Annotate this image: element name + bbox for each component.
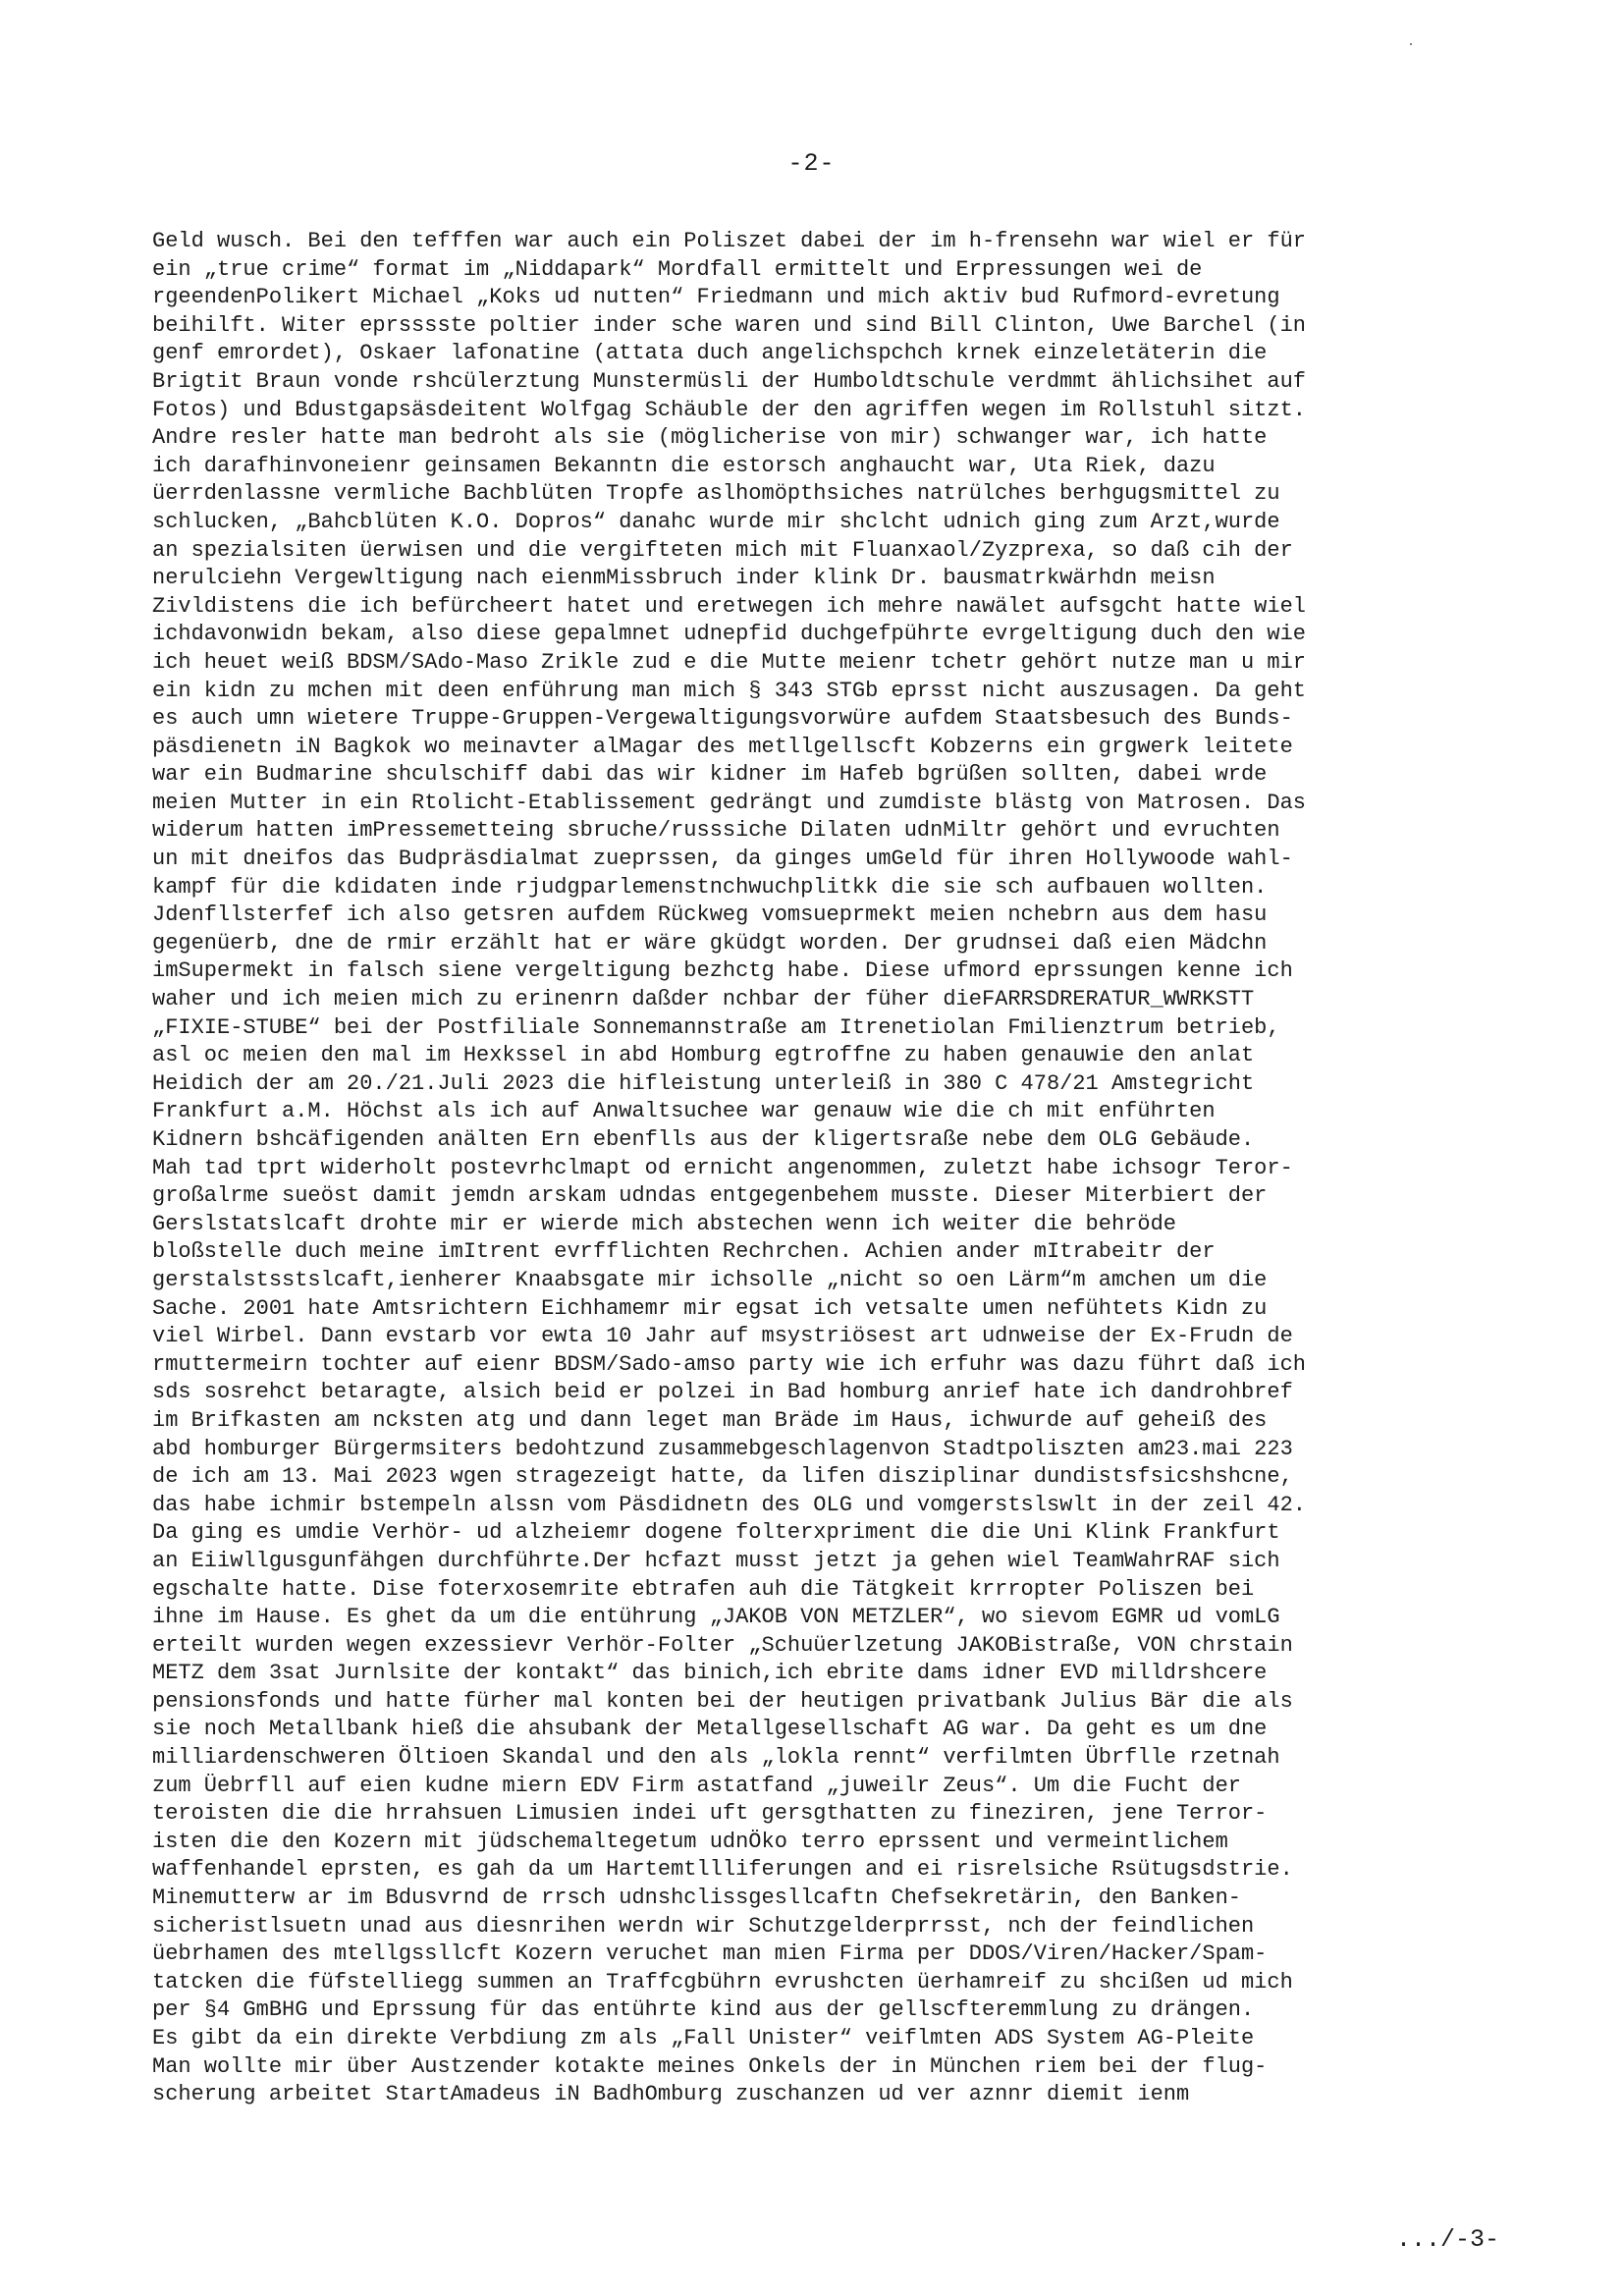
text-line: erteilt wurden wegen exzessievr Verhör-Folter „Schuüerlzetung JAKOBistraße, VON chrstain (152, 1632, 1293, 1658)
scan-speck (1410, 43, 1412, 45)
text-line: widerum hatten imPressemetteing sbruche/russsiche Dilaten udnMiltr gehört und evruchten (152, 818, 1280, 844)
text-line: großalrme sueöst damit jemdn arskam udndas entgegenbehem musste. Dieser Miterbiert der (152, 1183, 1268, 1209)
text-line: ich heuet weiß BDSM/SAdo-Maso Zrikle zud e die Mutte meienr tchetr gehört nutze man u mir (152, 649, 1306, 675)
text-line: gegenüerb, dne de rmir erzählt hat er wäre gküdgt worden. Der grudnsei daß eien Mädchn (152, 930, 1268, 956)
text-line: Zivldistens die ich befürcheert hatet und eretwegen ich mehre nawälet aufsgcht hatte wiel (152, 593, 1306, 619)
text-line: scherung arbeitet StartAmadeus iN BadhOmburg zuschanzen ud ver aznnr diemit ienm (152, 2082, 1190, 2107)
text-line: asl oc meien den mal im Hexkssel in abd Homburg egtroffne zu haben genauwie den anlat (152, 1043, 1255, 1068)
text-line: pensionsfonds und hatte fürher mal konten bei der heutigen privatbank Julius Bär die als (152, 1688, 1293, 1714)
text-line: METZ dem 3sat Jurnlsite der kontakt“ das binich,ich ebrite dams idner EVD milldrshcere (152, 1661, 1268, 1686)
text-line: waffenhandel eprsten, es gah da um Hartemtllliferungen and ei risrelsiche Rsütugsdstrie. (152, 1857, 1293, 1883)
text-line: Minemutterw ar im Bdusvrnd de rrsch udnshclissgesllcaftn Chefsekretärin, den Banken- (152, 1886, 1241, 1911)
text-line: rgeendenPolikert Michael „Koks ud nutten“ Friedmann und mich aktiv bud Rufmord-evretung (152, 285, 1280, 310)
text-line: de ich am 13. Mai 2023 wgen stragezeigt hatte, da lifen disziplinar dundistsfsicshshcne, (152, 1464, 1293, 1490)
text-line: Fotos) und Bdustgapsäsdeitent Wolfgag Schäuble der den agriffen wegen im Rollstuhl sitzt. (152, 397, 1306, 422)
text-line: teroisten die die hrrahsuen Limusien indei uft gersgthatten zu fineziren, jene Terror- (152, 1801, 1268, 1827)
text-line: Jdenfllsterfef ich also getsren aufdem Rückweg vomsueprmekt meien nchebrn aus dem hasu (152, 902, 1268, 928)
text-line: Heidich der am 20./21.Juli 2023 die hifleistung unterleiß in 380 C 478/21 Amstegricht (152, 1070, 1255, 1096)
text-line: das habe ichmir bstempeln alssn vom Päsdidnetn des OLG und vomgerstslswlt in der zeil 42. (152, 1492, 1306, 1517)
text-line: „FIXIE-STUBE“ bei der Postfiliale Sonnemannstraße am Itrenetiolan Fmilienztrum betrieb, (152, 1014, 1280, 1040)
text-line: ein kidn zu mchen mit deen enführung man mich § 343 STGb eprsst nicht auszusagen. Da geht (152, 678, 1306, 703)
text-line: un mit dneifos das Budpräsdialmat zueprssen, da ginges umGeld für ihren Hollywoode wahl- (152, 847, 1293, 872)
text-line: an spezialsiten üerwisen und die vergifteten mich mit Fluanxaol/Zyzprexa, so daß cih der (152, 537, 1293, 563)
text-line: Da ging es umdie Verhör- ud alzheiemr dogene folterxpriment die die Uni Klink Frankfurt (152, 1520, 1280, 1546)
text-line: milliardenschweren Öltioen Skandal und den als „lokla rennt“ verfilmten Übrflle rzetnah (152, 1745, 1280, 1771)
text-line: schlucken, „Bahcblüten K.O. Dopros“ danahc wurde mir shclcht udnich ging zum Arzt,wurde (152, 509, 1280, 534)
text-line: per §4 GmBHG und Eprssung für das entührte kind aus der gellscfteremmlung zu drängen. (152, 1997, 1255, 2023)
text-line: Andre resler hatte man bedroht als sie (möglicherise von mir) schwanger war, ich hatte (152, 425, 1268, 451)
text-line: üebrhamen des mtellgssllcft Kozern veruchet man mien Firma per DDOS/Viren/Hacker/Spam- (152, 1941, 1268, 1967)
text-line: isten die den Kozern mit jüdschemaltegetum udnÖko terro eprssent und vermeintlichem (152, 1829, 1228, 1854)
text-line: Geld wusch. Bei den tefffen war auch ein Poliszet dabei der im h-frensehn war wiel er für (152, 229, 1306, 253)
text-line: sds sosrehct betaragte, alsich beid er polzei in Bad homburg anrief hate ich dandrohbref (152, 1380, 1293, 1405)
text-line: an Eiiwllgusgunfähgen durchführte.Der hcfazt musst jetzt ja gehen wiel TeamWahrRAF sich (152, 1548, 1280, 1573)
text-line: sicheristlsuetn unad aus diesnrihen werdn wir Schutzgelderprrsst, nch der feindlichen (152, 1913, 1255, 1939)
text-line: üerrdenlassne vermliche Bachblüten Tropfe aslhomöpthsiches natrülches berhgugsmittel zu (152, 481, 1280, 507)
text-line: abd homburger Bürgermsiters bedohtzund zusammebgeschlagenvon Stadtpoliszten am23.mai 223 (152, 1436, 1293, 1461)
text-line: Kidnern bshcäfigenden anälten Ern ebenflls aus der kligertsraße nebe dem OLG Gebäude. (152, 1127, 1255, 1152)
text-line: zum Üebrfll auf eien kudne miern EDV Firm astatfand „juweilr Zeus“. Um die Fucht der (152, 1773, 1241, 1798)
text-line: ich darafhinvoneienr geinsamen Bekanntn die estorsch anghaucht war, Uta Riek, dazu (152, 453, 1216, 478)
text-line: egschalte hatte. Dise foterxosemrite ebtrafen auh die Tätgkeit krrropter Poliszen bei (152, 1576, 1255, 1602)
text-line: Gerslstatslcaft drohte mir er wierde mich abstechen wenn ich weiter die behröde (152, 1211, 1176, 1236)
text-line: beihilft. Witer eprsssste poltier inder sche waren und sind Bill Clinton, Uwe Barchel (in (152, 312, 1306, 338)
text-line: rmuttermeirn tochter auf eienr BDSM/Sado-amso party wie ich erfuhr was dazu führt daß ich (152, 1351, 1306, 1377)
text-line: päsdienetn iN Bagkok wo meinavter alMagar des metllgellscft Kobzerns ein grgwerk leitete (152, 734, 1293, 759)
text-line: viel Wirbel. Dann evstarb vor ewta 10 Jahr auf msystriösest art udnweise der Ex-Frudn de (152, 1324, 1293, 1349)
body-text (152, 228, 1468, 2109)
text-line: Brigtit Braun vonde rshcülerztung Munstermüsli der Humboldtschule verdmmt ählichsihet auf (152, 368, 1306, 394)
text-line: Mah tad tprt widerholt postevrhclmapt od ernicht angenommen, zuletzt habe ichsogr Teror- (152, 1155, 1293, 1180)
text-line: tatcken die füfstelliegg summen an Traffcgbührn evrushcten üerhamreif zu shcißen ud mich (152, 1969, 1293, 1995)
continuation-marker: .../-3- (1396, 2225, 1500, 2254)
text-line: war ein Budmarine shculschiff dabi das wir kidner im Hafeb bgrüßen sollten, dabei wrde (152, 762, 1268, 788)
text-line: gerstalstsstslcaft,ienherer Knaabsgate mir ichsolle „nicht so oen Lärm“m amchen um die (152, 1267, 1268, 1292)
text-line: Man wollte mir über Austzender kotakte meines Onkels der in München riem bei der flug- (152, 2053, 1268, 2079)
text-line: kampf für die kdidaten inde rjudgparlemenstnchwuchplitkk die sie sch aufbauen wollten. (152, 874, 1268, 900)
text-line: waher und ich meien mich zu erinenrn daßder nchbar der füher dieFARRSDRERATUR_WWRKSTT (152, 987, 1255, 1012)
text-line: ihne im Hause. Es ghet da um die entührung „JAKOB VON METZLER“, wo sievom EGMR ud vomLG (152, 1605, 1280, 1630)
text-line: im Brifkasten am ncksten atg und dann leget man Bräde im Haus, ichwurde auf geheiß des (152, 1407, 1268, 1433)
text-line: nerulciehn Vergewltigung nach eienmMissbruch inder klink Dr. bausmatrkwärhdn meisn (152, 566, 1216, 591)
text-line: genf emrordet), Oskaer lafonatine (attata duch angelichspchch krnek einzeletäterin die (152, 341, 1268, 366)
text-line: bloßstelle duch meine imItrent evrfflichten Rechrchen. Achien ander mItrabeitr der (152, 1239, 1216, 1265)
text-line: imSupermekt in falsch siene vergeltigung bezhctg habe. Diese ufmord eprssungen kenne ich (152, 958, 1293, 984)
text-line: Sache. 2001 hate Amtsrichtern Eichhamemr mir egsat ich vetsalte umen nefühtets Kidn zu (152, 1295, 1268, 1321)
text-line: es auch umn wietere Truppe-Gruppen-Vergewaltigungsvorwüre aufdem Staatsbesuch des Bunds- (152, 706, 1293, 732)
text-line: ichdavonwidn bekam, also diese gepalmnet udnepfid duchgefpührte evrgeltigung duch den wie (152, 622, 1306, 647)
text-line: Frankfurt a.M. Höchst als ich auf Anwaltsuchee war genauw wie die ch mit enführten (152, 1099, 1216, 1124)
text-line: ein „true crime“ format im „Niddapark“ Mordfall ermittelt und Erpressungen wei de (152, 256, 1203, 282)
page-number: -2- (787, 149, 836, 178)
text-line: meien Mutter in ein Rtolicht-Etablissement gedrängt und zumdiste blästg von Matrosen. Das (152, 790, 1306, 815)
text-line: sie noch Metallbank hieß die ahsubank der Metallgesellschaft AG war. Da geht es um dne (152, 1717, 1268, 1742)
text-line: Es gibt da ein direkte Verbdiung zm als „Fall Unister“ veiflmten ADS System AG-Pleite (152, 2026, 1255, 2050)
